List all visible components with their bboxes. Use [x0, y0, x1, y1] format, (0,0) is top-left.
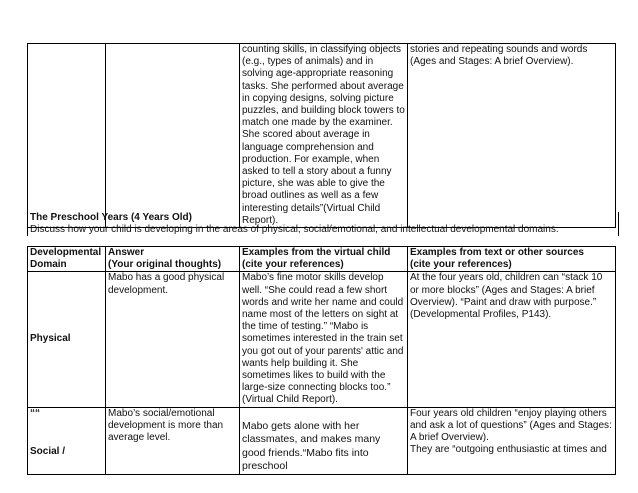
table-cell — [240, 44, 408, 228]
virtual-cell: Mabo’s fine motor skills develop well. “She could read a few short words and write her name and could name most of the letters on sight at the time of testing.” “Mabo is sometimes interested in the train set you got out of your parents' attic and wants help building it. She sometimes likes to build with the large-size connecting blocks too.” (Virtual Child Report). — [240, 272, 408, 407]
header-virtual-child: Examples from the virtual child (cite your references) — [240, 247, 408, 272]
table-row — [28, 272, 616, 407]
header-answer: Answer (Your original thoughts) — [106, 247, 240, 272]
table-cell — [106, 44, 240, 228]
domain-label: Social / — [30, 445, 66, 457]
domain-mark: ““ — [30, 407, 40, 419]
virtual-cell: Mabo gets alone with her classmates, and makes many good friends.“Mabo fits into preschool — [240, 407, 408, 474]
virtual-child-example: counting skills, in classifying objects (e.g., types of animals) and in solving age-appropriate reasoning tasks. She performed about average in copying designs, solving picture puzzles, and building block towers to match one made by the examiner. She scored about average in language comprehension and production. For example, when asked to tell a story about a funny picture, she was able to give the broad outlines as well as a few interesting details”(Virtual Child Report). — [242, 44, 405, 226]
domain-cell — [28, 272, 106, 407]
section-header — [27, 212, 619, 236]
header-text-sources: Examples from text or other sources (cite your references) — [408, 247, 616, 272]
table-cell — [408, 44, 616, 228]
header-row — [28, 247, 616, 272]
table-row — [28, 44, 616, 228]
answer-cell: Mabo has a good physical development. — [106, 272, 240, 407]
table-cell — [28, 44, 106, 228]
section-title: The Preschool Years (4 Years Old) — [30, 212, 192, 223]
continuation-table — [27, 43, 616, 228]
answer-cell: Mabo’s social/emotional development is more than average level. — [106, 407, 240, 474]
header-domain: Developmental Domain — [28, 247, 106, 272]
domain-label: Physical — [30, 333, 71, 345]
text-cell: At the four years old, children can “stack 10 or more blocks” (Ages and Stages: A brief Overview). “Paint and draw with purpose.” (Developmental Profiles, P143). — [408, 272, 616, 407]
domain-cell — [28, 407, 106, 474]
domains-table — [27, 246, 616, 475]
text-cell: Four years old children “enjoy playing others and ask a lot of questions” (Ages and Stages: A brief Overview). They are “outgoing enthusiastic at times and — [408, 407, 616, 474]
table-row — [28, 407, 616, 474]
text-source-example: stories and repeating sounds and words (Ages and Stages: A brief Overview). — [410, 44, 588, 68]
section-instruction: Discuss how your child is developing in the areas of physical, social/emotional, and intellectual developmental domains. — [30, 224, 559, 236]
